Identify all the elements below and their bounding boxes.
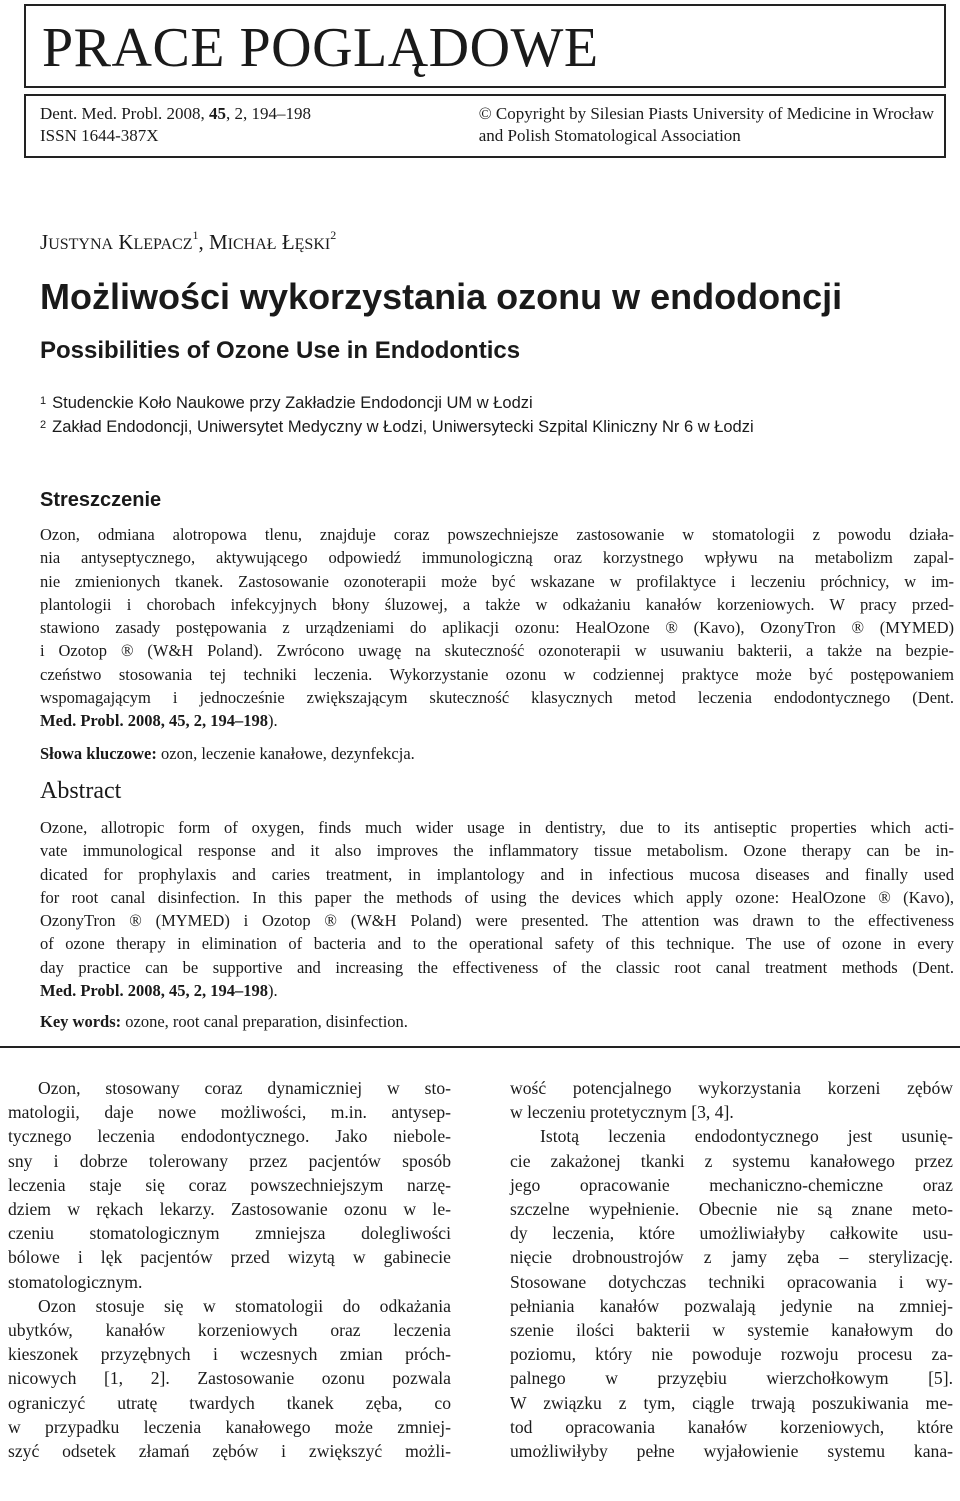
text-line: i Ozotop ® (W&H Poland). Zwrócono uwagę na skuteczność ozonoterapii w usuwaniu bakterii, a także na bezpie- — [40, 641, 954, 661]
text-line: Ozon, odmiana alotropowa tlenu, znajduje coraz powszechniejsze zastosowanie w stomatologii z powodu działa- — [40, 525, 954, 544]
author-list: JUSTYNA KLEPACZ$^1$, MICHAŁ ŁĘSKI$^2$ — [40, 228, 337, 254]
text-line: bólowe i lęk pacjentów przed wizytą w gabinecie — [8, 1247, 451, 1268]
citation: Med. Probl. 2008, 45, 2, 194–198 — [40, 981, 268, 1001]
text-line: of ozone therapy in elimination of bacteria and to the operational safety of this technique. The use of ozone in every — [40, 934, 954, 954]
journal-citation — [40, 103, 311, 125]
text-line: czeństwo stosowania tej techniki leczenia. Wykorzystanie ozonu w codziennej praktyce może być postępowaniem — [40, 664, 954, 684]
text-line: matologii, daje nowe możliwości, m.in. antysep- — [8, 1102, 451, 1123]
text-line: stomatologicznym. — [8, 1271, 143, 1292]
text-line: day practice can be supportive and increasing the effectiveness of the classic root canal treatment methods (Dent. — [40, 957, 954, 977]
text-line: w przypadku leczenia kanałowego może zmniej- — [8, 1416, 451, 1437]
keywords-english — [40, 1012, 408, 1032]
section-divider — [0, 1046, 960, 1048]
text-line: wość potencjalnego wykorzystania korzeni zębów — [510, 1078, 953, 1098]
journal-meta-box — [24, 94, 946, 158]
author-2: MICHAŁ ŁĘSKI$^2$ — [208, 228, 337, 254]
journal-issn: ISSN 1644-387X — [40, 126, 159, 145]
text-line: poziomu, który nie powoduje rozwoju procesu za- — [510, 1344, 953, 1365]
text-line: OzonyTron ® (MYMED) i Ozotop ® (W&H Poland) were presented. The attention was drawn to the effectiveness — [40, 911, 954, 931]
journal-volume: 45 — [209, 104, 227, 123]
text-line: ubytków, kanałów korzeniowych oraz leczenia — [8, 1320, 451, 1341]
text-line: Istotą leczenia endodontycznego jest usunię- — [540, 1126, 953, 1147]
text-line: cie zakażonej tkanki z systemu kanałowego przez — [510, 1150, 953, 1171]
copyright-block — [479, 103, 934, 147]
keywords-text: ozone, root canal preparation, disinfection. — [121, 1012, 408, 1031]
text-line: czeniu stomatologicznym zmniejsza dolegliwości — [8, 1223, 451, 1244]
text-line: szenie ilości bakterii w systemie kanałowym do — [510, 1320, 953, 1341]
text-line: stawiono zasady postępowania z urządzeniami do aplikacji ozonu: HealOzone ® (Kavo), OzonyTron ® (MYMED) — [40, 618, 954, 638]
text-line: umożliwiłyby pełne wyjałowienie systemu kana- — [510, 1441, 953, 1462]
copyright-line-1: © Copyright by Silesian Piasts University of Medicine in Wrocław — [478, 104, 934, 123]
text-line: szyć odsetek złamań zębów i zwiększyć możli- — [8, 1441, 451, 1462]
text-line: palnego w przyzębiu wierzchołkowym [5]. — [510, 1368, 953, 1389]
citation: Med. Probl. 2008, 45, 2, 194–198 — [40, 711, 268, 731]
abstract-text — [40, 816, 954, 1002]
text-line: ograniczyć utratę twardych tkanek zęba, co — [8, 1392, 451, 1413]
title-english: Possibilities of Ozone Use in Endodontics — [40, 337, 521, 364]
abstract-heading: Abstract — [40, 778, 122, 804]
section-title: PRACE POGLĄDOWE — [42, 17, 599, 79]
affiliation-2: $^2$ Zakład Endodoncji, Uniwersytet Medyczny w Łodzi, Uniwersytecki Szpital Kliniczny Nr 6 w Łodzi — [40, 418, 754, 436]
text-line: nięcie drobnoustrojów z jamy zęba – sterylizację. — [510, 1247, 953, 1268]
text-line: tod opracowania kanałów korzeniowych, które — [510, 1416, 953, 1437]
journal-issue-pages: , 2, 194–198 — [226, 104, 312, 123]
text-line: Med. Probl. 2008, 45, 2, 194–198). — [40, 981, 278, 1001]
author-1: JUSTYNA KLEPACZ$^1$ — [40, 228, 199, 254]
text-line: kieszonek przyzębnych i wczesnych zmian próch- — [8, 1344, 451, 1365]
keywords-polish — [40, 744, 415, 764]
keywords-label: Key words: — [40, 1012, 122, 1031]
affiliations — [40, 391, 754, 439]
text-line: Ozone, allotropic form of oxygen, finds much wider usage in dentistry, due to its antiseptic properties which acti- — [40, 818, 954, 837]
text-line: Ozon, stosowany coraz dynamiczniej w sto- — [38, 1078, 451, 1098]
text-line: Ozon stosuje się w stomatologii do odkażania — [38, 1295, 451, 1316]
affiliation-1: $^1$ Studenckie Koło Naukowe przy Zakładzie Endodoncji UM w Łodzi — [40, 394, 533, 412]
text-line: tycznego leczenia endodontycznego. Jako niebole- — [8, 1126, 451, 1147]
text-line: jego opracowanie mechaniczno-chemiczne oraz — [510, 1174, 953, 1195]
text-line: pełniania kanałów pozwalają jedynie na zmniej- — [510, 1295, 953, 1316]
journal-citation-block — [40, 103, 311, 147]
section-title-box — [24, 4, 946, 88]
text-line: dicated for prophylaxis and caries treatment, in implantology and in infectious mucosa diseases and finally used — [40, 864, 954, 884]
text-line: dy leczenia, które umożliwiałyby całkowite usu- — [510, 1223, 953, 1244]
streszczenie-text — [40, 523, 954, 733]
text-line: w leczeniu protetycznym [3, 4]. — [510, 1102, 734, 1123]
text-line: vate immunological response and it also improves the inflammatory tissue metabolism. Ozone therapy can be in- — [40, 841, 954, 861]
text-line: Stosowane dotychczas techniki opracowania i wy- — [510, 1271, 953, 1292]
keywords-label: Słowa kluczowe: — [40, 744, 157, 763]
text-line: dziem w rękach lekarzy. Zastosowanie ozonu w le- — [8, 1199, 451, 1220]
text-line: W związku z tym, ciągle trwają poszukiwania me- — [510, 1392, 953, 1413]
body-column-right — [510, 1076, 953, 1463]
copyright-line-2: and Polish Stomatological Association — [478, 126, 741, 145]
title-polish: Możliwości wykorzystania ozonu w endodoncji — [40, 276, 843, 317]
text-line: leczenia staje się coraz powszechniejszym narzę- — [8, 1174, 451, 1195]
text-line: nia antyseptycznego, aktywującego odpowiedź immunologiczną oraz korzystnego wpływu na metabolizm zapal- — [40, 548, 954, 568]
text-line: plantologii i chorobach infekcyjnych błony śluzowej, a także w odkażaniu kanałów korzeniowych. W pracy przed- — [40, 594, 954, 614]
body-column-left — [8, 1076, 451, 1463]
keywords-text: ozon, leczenie kanałowe, dezynfekcja. — [156, 744, 415, 763]
text-line: szczelne wypełnienie. Obecnie nie są znane meto- — [510, 1199, 953, 1220]
text-line: Med. Probl. 2008, 45, 2, 194–198). — [40, 711, 278, 731]
text-line: wspomagającym i jednocześnie zwiększającym skuteczność klasycznych metod leczenia endodontycznego (Dent. — [40, 688, 954, 708]
text-line: nicowych [1, 2]. Zastosowanie ozonu pozwala — [8, 1368, 451, 1389]
text-line: sny i dobrze tolerowany przez pacjentów sposób — [8, 1150, 451, 1171]
text-line: nie zmienionych tkanek. Zastosowanie ozonoterapii może być wskazane w profilaktyce i leczeniu próchnicy, w im- — [40, 571, 954, 591]
journal-name: Dent. Med. Probl. 2008, — [40, 104, 210, 123]
text-line: for root canal disinfection. In this paper the methods of using the devices which apply ozone: HealOzone ® (Kavo), — [40, 887, 954, 907]
streszczenie-heading: Streszczenie — [40, 489, 162, 511]
